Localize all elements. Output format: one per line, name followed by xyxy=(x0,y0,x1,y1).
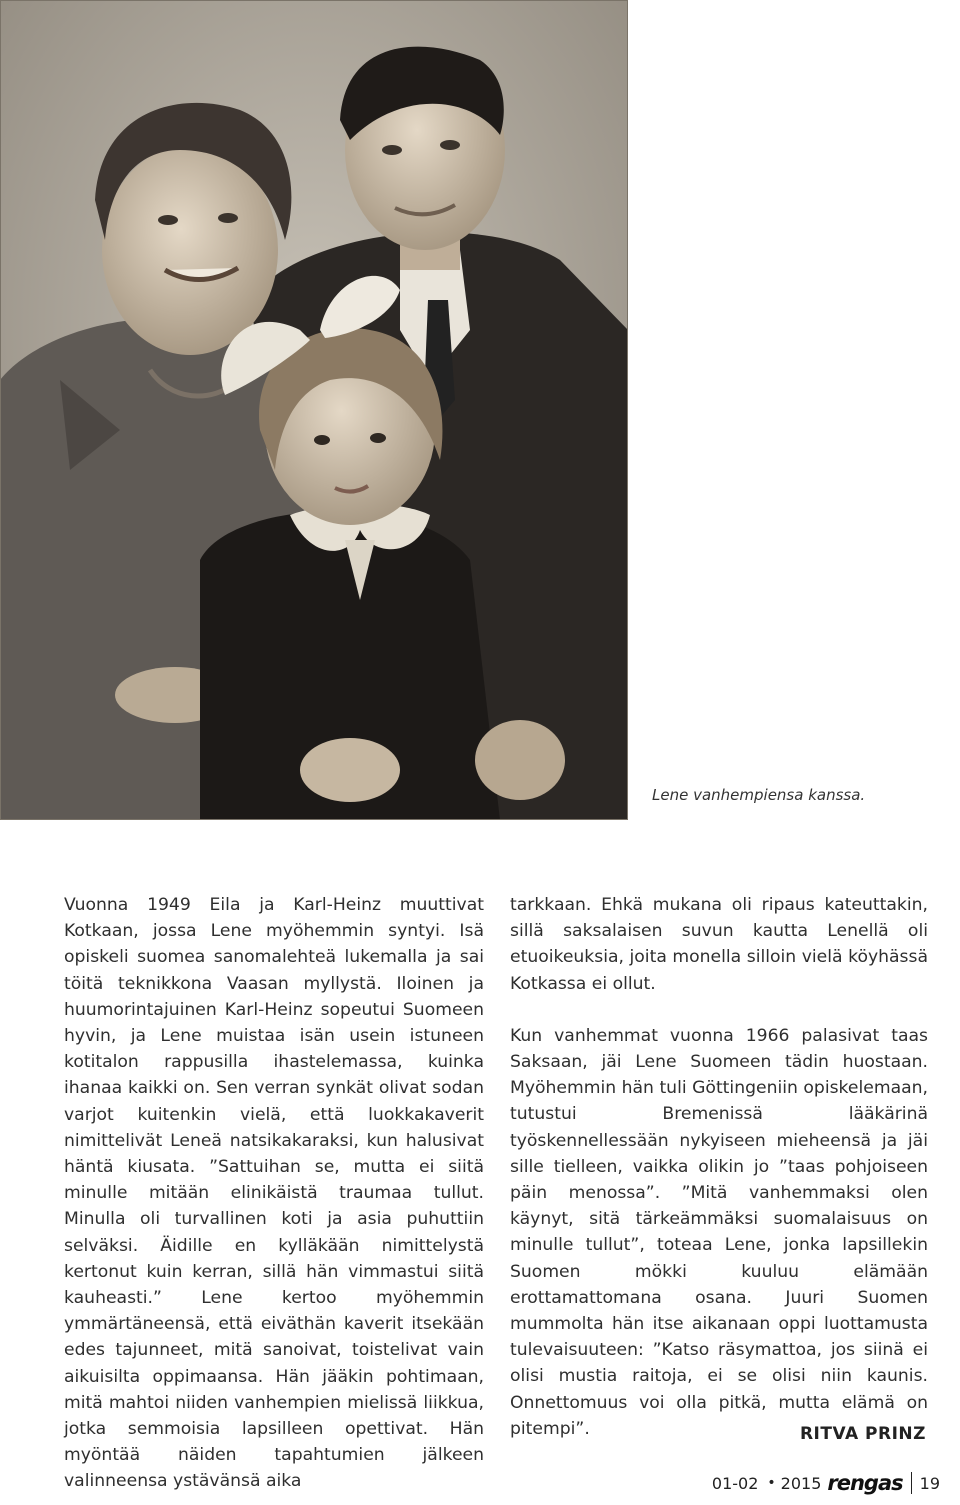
issue-number: 01-02 xyxy=(711,1473,759,1493)
divider xyxy=(911,1472,912,1494)
page-number: 19 xyxy=(919,1473,940,1493)
article-paragraph: Vuonna 1949 Eila ja Karl-Heinz muuttivat Kotkaan, jossa Lene myöhemmin syntyi. Isä opiskeli suomea sanomalehteä lukemalla ja sai töitä teknikkona Vaasan myllystä. Iloinen ja huumorintajuinen Karl-Heinz sopeutui Suomeen hyvin, ja Lene muistaa isän usein istuneen kotitalon rappusilla ihastelemassa, kuinka ihanaa kaikki on. Sen verran synkät olivat sodan varjot kuitenkin vielä, että luokkakaverit nimittelivät Leneä natsikakaraksi, kun halusivat häntä kiusata. ”Sattuihan se, mutta ei siitä minulle mitään elinikäistä traumaa tullut. Minulla oli turvallinen koti ja asia puhuttiin selväksi. Äidille en kylläkään nimittelystä kertonut kuin kerran, sillä hän vimmastui siitä kauheasti.” Lene kertoo myöhemmin ymmärtäneensä, että eiväthän kaverit itsekään edes tajunneet, mitä sanoivat, toistelivat vain aikuisilta oppimaansa. Hän jääkin pohtimaan, mitä mahtoi niiden vanhempien mielissä liikkua, jotka semmoisia lapsilleen opettivat. Hän myöntää näiden tapahtumien jälkeen valinneensa ystävänsä aika xyxy=(64,895,484,1492)
issue-year: 2015 xyxy=(780,1473,822,1493)
article-paragraph: tarkkaan. Ehkä mukana oli ripaus kateuttakin, sillä saksalaisen suvun kautta Lenellä oli etuoikeuksia, joita monella silloin vielä köyhässä Kotkassa ei ollut. xyxy=(510,895,928,994)
author-byline: RITVA PRINZ xyxy=(799,1424,926,1444)
rengas-logo: rengas xyxy=(827,1471,903,1495)
bullet-separator: • xyxy=(767,1475,776,1491)
family-portrait-photo xyxy=(0,0,628,820)
page-footer xyxy=(712,1470,940,1496)
photo-caption: Lene vanhempiensa kanssa. xyxy=(652,786,866,804)
photo-illustration xyxy=(0,0,628,820)
article-column-1 xyxy=(64,892,484,1495)
article-column-2 xyxy=(510,892,928,1442)
article-paragraph: Kun vanhemmat vuonna 1966 palasivat taas Saksaan, jäi Lene Suomeen tädin huostaan. Myöhemmin hän tuli Göttingeniin opiskelemaan, tutustui Bremenissä lääkärinä työskennellessään nykyiseen mieheensä ja jäi sille tielleen, vaikka olikin jo ”taas pohjoiseen päin menossa”. ”Mitä vanhemmaksi olen käynyt, sitä tärkeämmäksi suomalaisuus on minulle tullut”, toteaa Lene, jonka lapsillekin Suomen mökki kuuluu elämään erottamattomana osana. Juuri Suomen mummolta hän itse aikanaan oppi luottamusta tulevaisuuteen: ”Katso räsymattoa, jos siinä ei olisi mustia raitoja, ei se olisi niin kaunis. Onnettomuus voi olla pitkä, mutta elämä on pitempi”. xyxy=(510,1025,928,1439)
